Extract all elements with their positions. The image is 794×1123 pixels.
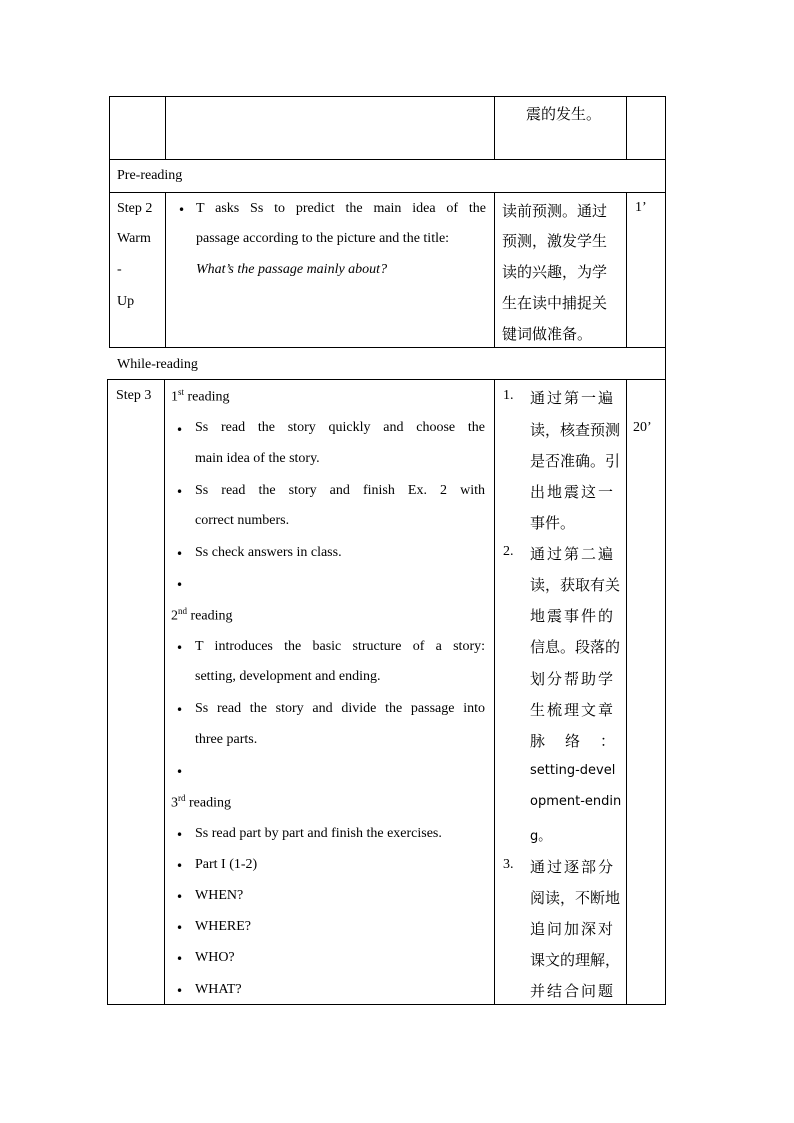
step2-time: 1’ [635, 200, 647, 215]
bullet-icon: • [176, 641, 184, 655]
obj1-line: 读，核查预测 [530, 421, 621, 439]
obj2-line: setting-devel [530, 763, 616, 778]
bullet-icon: • [176, 890, 184, 904]
vline-c2-r2 [494, 192, 495, 348]
vline-left-top [109, 96, 110, 348]
r2-item2-line2: three parts. [195, 732, 258, 747]
obj1-number: 1. [503, 388, 514, 403]
reading2-heading [171, 606, 232, 625]
reading3-num: 3 [171, 795, 178, 811]
bullet-icon: • [176, 547, 184, 561]
reading2-num: 2 [171, 608, 178, 624]
r2-item1-line1: T introduces the basic structure of a story: [195, 639, 485, 654]
vline-c3-r0 [626, 96, 627, 160]
reading1-title: reading [184, 389, 230, 405]
reading1-num: 1 [171, 389, 178, 405]
section-while-reading: While-reading [117, 357, 198, 372]
obj3-line: 课文的理解， [530, 951, 621, 969]
reading2-sup: nd [178, 606, 187, 616]
obj2-line: 划分帮助学 [530, 670, 616, 688]
hline-while [109, 347, 666, 348]
bullet-icon: • [176, 952, 184, 966]
r3-item1: Ss read part by part and finish the exercises. [195, 826, 442, 841]
obj2-line: 生梳理文章 [530, 701, 616, 719]
r3-item4: WHERE? [195, 919, 251, 934]
obj2-number: 2. [503, 544, 514, 559]
vline-right [665, 96, 666, 1005]
reading2-title: reading [187, 608, 233, 624]
r1-item2-line1: Ss read the story and finish Ex. 2 with [195, 483, 485, 498]
r3-item6: WHAT? [195, 982, 242, 997]
reading3-sup: rd [178, 793, 186, 803]
step2-objective-line: 键词做准备。 [502, 325, 593, 343]
obj2-line: opment-endin [530, 794, 622, 809]
step2-question-text: What’s the passage mainly about? [196, 262, 388, 277]
section-pre-reading: Pre-reading [117, 168, 183, 183]
bullet-icon: • [176, 984, 184, 998]
step2-label-line: Step 2 [117, 201, 153, 216]
vline-c1-r4 [164, 379, 165, 1005]
vline-left-bottom [107, 379, 108, 1005]
vline-c3-r2 [626, 192, 627, 348]
r1-item2-line2: correct numbers. [195, 513, 290, 528]
obj3-number: 3. [503, 857, 514, 872]
hline-bottom [107, 1004, 666, 1005]
obj3-line: 并结合问题 [530, 982, 616, 1000]
step2-label-line: Warm [117, 231, 151, 246]
bullet-icon: • [176, 703, 184, 717]
r1-item3: Ss check answers in class. [195, 545, 342, 560]
vline-c2-r4 [494, 379, 495, 1005]
bullet-icon: • [176, 765, 184, 779]
reading3-heading [171, 793, 231, 812]
hline-step3 [107, 379, 666, 380]
row0-objective: 震的发生。 [526, 105, 602, 123]
obj3-line: 阅读，不断地 [530, 889, 621, 907]
obj3-line: 追问加深对 [530, 920, 616, 938]
obj1-line: 是否准确。引 [530, 452, 621, 470]
bullet-icon: • [176, 921, 184, 935]
hline-pre [109, 159, 666, 160]
obj2-line: g。 [530, 829, 552, 844]
vline-c3-r4 [626, 379, 627, 1005]
step2-objective-line: 读前预测。通过 [502, 202, 608, 220]
obj2-line: 信息。段落的 [530, 638, 621, 656]
bullet-icon: • [176, 828, 184, 842]
r3-item5: WHO? [195, 950, 235, 965]
obj2-line: 脉络： [530, 732, 636, 750]
obj1-line: 事件。 [530, 514, 576, 532]
step2-question [196, 262, 387, 278]
r3-item3: WHEN? [195, 888, 244, 903]
step2-label-line: - [117, 262, 122, 277]
step2-objective-line: 读的兴趣，为学 [502, 263, 608, 281]
vline-c1-r2 [165, 192, 166, 348]
hline-top [109, 96, 666, 97]
bullet-icon: • [176, 859, 184, 873]
step2-activity-line1: T asks Ss to predict the main idea of the [196, 201, 486, 216]
obj3-line: 通过逐部分 [530, 858, 616, 876]
obj2-line: 地震事件的 [530, 607, 616, 625]
r2-item2-line1: Ss read the story and divide the passage into [195, 701, 485, 716]
obj1-line: 通过第一遍 [530, 389, 616, 407]
step2-activity-line2: passage according to the picture and the title: [196, 231, 450, 246]
r2-item1-line2: setting, development and ending. [195, 669, 381, 684]
obj2-line: 读，获取有关 [530, 576, 621, 594]
hline-step2 [109, 192, 666, 193]
reading1-sup: st [178, 387, 185, 397]
reading3-title: reading [185, 795, 231, 811]
step3-time: 20’ [633, 420, 652, 435]
step2-objective-line: 预测，激发学生 [502, 232, 608, 250]
vline-c1-r0 [165, 96, 166, 160]
obj2-line: 通过第二遍 [530, 545, 616, 563]
obj1-line: 出地震这一 [530, 483, 616, 501]
bullet-icon: • [176, 578, 184, 592]
r1-item1-line1: Ss read the story quickly and choose the [195, 420, 485, 435]
bullet-icon: • [176, 485, 184, 499]
reading1-heading [171, 387, 230, 406]
step2-label-line: Up [117, 294, 135, 309]
step3-label: Step 3 [116, 388, 152, 403]
r1-item1-line2: main idea of the story. [195, 451, 320, 466]
r3-item2: Part I (1-2) [195, 857, 258, 872]
step2-objective-line: 生在读中捕捉关 [502, 294, 608, 312]
bullet-icon: • [178, 203, 186, 217]
vline-c2-r0 [494, 96, 495, 160]
bullet-icon: • [176, 423, 184, 437]
